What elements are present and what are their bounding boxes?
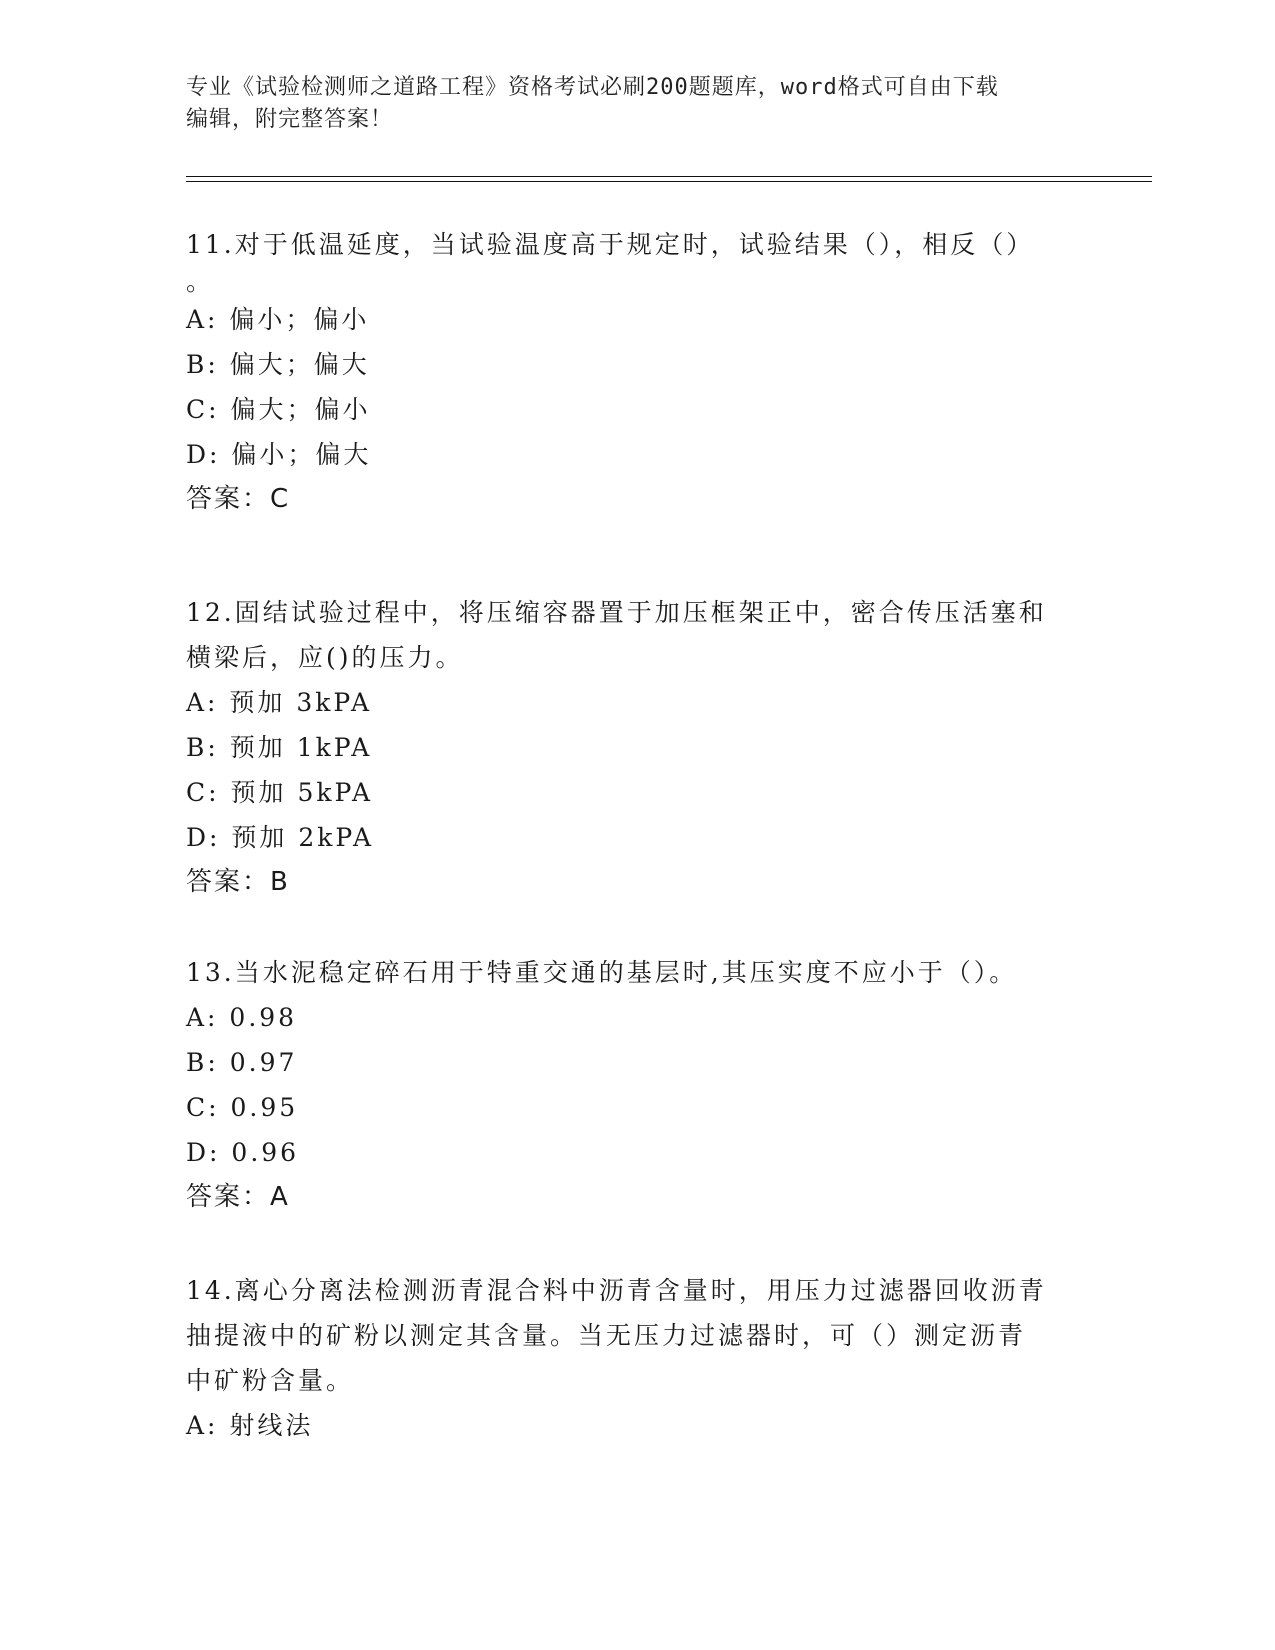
header-line-1: 专业《试验检测师之道路工程》资格考试必刷200题题库，word格式可自由下载 (186, 75, 999, 100)
question-stem-line: 。 (186, 267, 215, 296)
question-stem-line: 14.离心分离法检测沥青混合料中沥青含量时，用压力过滤器回收沥青 (186, 1276, 1047, 1305)
header-divider-bottom (186, 181, 1152, 182)
option-d: D: 0.96 (186, 1138, 300, 1167)
option-a: A: 预加 3kPA (186, 688, 373, 717)
question-stem-line: 11.对于低温延度，当试验温度高于规定时，试验结果（），相反（） (186, 230, 1035, 259)
question-14 (186, 1268, 1066, 1448)
question-stem-line: 抽提液中的矿粉以测定其含量。当无压力过滤器时，可（）测定沥青 (186, 1321, 1027, 1350)
header-line-2: 编辑，附完整答案！ (186, 107, 394, 132)
option-b: B: 0.97 (186, 1048, 298, 1077)
question-stem-line: 12.固结试验过程中，将压缩容器置于加压框架正中，密合传压活塞和 (186, 598, 1047, 627)
answer-line: 答案：C (186, 484, 291, 514)
question-stem-line: 中矿粉含量。 (186, 1366, 355, 1395)
header-divider-top (186, 176, 1152, 177)
option-a: A: 偏小；偏小 (186, 305, 370, 334)
option-c: C: 0.95 (186, 1093, 299, 1122)
option-a: A: 0.98 (186, 1003, 298, 1032)
option-b: B: 偏大；偏大 (186, 350, 370, 379)
question-stem-line: 13.当水泥稳定碎石用于特重交通的基层时,其压实度不应小于（）。 (186, 958, 1018, 987)
option-c: C: 偏大；偏小 (186, 395, 371, 424)
question-11 (186, 222, 1066, 522)
option-a: A: 射线法 (186, 1411, 314, 1440)
answer-line: 答案：A (186, 1182, 290, 1212)
option-d: D: 偏小；偏大 (186, 440, 372, 469)
question-stem-line: 横梁后，应()的压力。 (186, 643, 464, 672)
document-header (186, 72, 1066, 136)
option-d: D: 预加 2kPA (186, 823, 374, 852)
question-12 (186, 590, 1066, 905)
question-13 (186, 950, 1066, 1220)
option-b: B: 预加 1kPA (186, 733, 373, 762)
answer-line: 答案：B (186, 867, 290, 897)
option-c: C: 预加 5kPA (186, 778, 374, 807)
